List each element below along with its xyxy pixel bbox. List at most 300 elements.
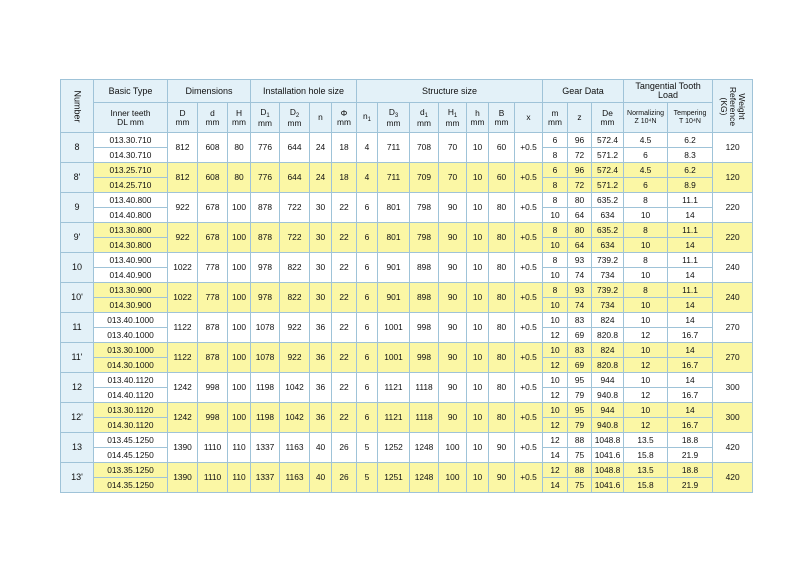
column-header-2 (228, 103, 251, 133)
value-h: 100 (228, 373, 251, 403)
dimensions-header: Dimensions (168, 80, 251, 103)
value-h: 10 (467, 133, 489, 163)
tip-diameter-de: 571.2 (592, 148, 624, 163)
value-d3: 711 (378, 163, 410, 193)
teeth-z: 95 (568, 373, 592, 388)
column-subscript: 3 (394, 112, 399, 119)
weight-value: 300 (713, 403, 753, 433)
module-m: 8 (543, 178, 568, 193)
column-symbol-text: n (318, 112, 323, 122)
value-d1: 776 (251, 133, 280, 163)
value-h: 100 (228, 223, 251, 253)
weight-value: 220 (713, 223, 753, 253)
teeth-z: 75 (568, 478, 592, 493)
tip-diameter-de: 635.2 (592, 223, 624, 238)
teeth-z: 96 (568, 163, 592, 178)
column-symbol (378, 108, 409, 119)
value-d2: 1042 (280, 403, 310, 433)
value-h1: 90 (439, 253, 467, 283)
value-h: 100 (228, 253, 251, 283)
normalizing-load: 13.5 (624, 463, 668, 478)
weight-value: 420 (713, 433, 753, 463)
normalizing-load: 8 (624, 253, 668, 268)
column-header-4 (280, 103, 310, 133)
module-m: 12 (543, 358, 568, 373)
tip-diameter-de: 739.2 (592, 283, 624, 298)
value-d1: 798 (410, 223, 439, 253)
teeth-z: 79 (568, 418, 592, 433)
value-d: 678 (198, 193, 228, 223)
column-unit: mm (600, 116, 615, 127)
value-n: 30 (310, 223, 332, 253)
value-n1: 5 (357, 433, 378, 463)
column-unit: mm (337, 116, 351, 127)
tip-diameter-de: 634 (592, 208, 624, 223)
value-d3: 1251 (378, 463, 410, 493)
normalizing-load: 12 (624, 418, 668, 433)
tip-diameter-de: 634 (592, 238, 624, 253)
value-h1: 90 (439, 223, 467, 253)
weight-value: 300 (713, 373, 753, 403)
value-d1: 1337 (251, 433, 280, 463)
value-h1: 100 (439, 433, 467, 463)
type-code: 014.45.1250 (94, 448, 168, 463)
value-x: +0.5 (515, 403, 543, 433)
tip-diameter-de: 734 (592, 268, 624, 283)
column-subscript: 1 (424, 112, 429, 119)
column-symbol-text: m (551, 107, 559, 118)
column-symbol-text: d (210, 107, 215, 118)
tempering-load: 14 (668, 403, 713, 418)
value-b: 60 (489, 163, 515, 193)
normalizing-load: 6 (624, 178, 668, 193)
type-code: 013.30.900 (94, 283, 168, 298)
value-d2: 922 (280, 313, 310, 343)
spec-table-container (60, 79, 753, 493)
type-code: 013.40.1000 (94, 328, 168, 343)
value-b: 80 (489, 343, 515, 373)
teeth-z: 74 (568, 298, 592, 313)
tangential-load-header (624, 80, 713, 103)
column-symbol-text: De (602, 107, 613, 118)
model-number: 12' (61, 403, 94, 433)
column-unit: mm (386, 117, 401, 128)
value-h: 100 (228, 313, 251, 343)
value-b: 80 (489, 223, 515, 253)
module-m: 12 (543, 463, 568, 478)
value-x: +0.5 (515, 283, 543, 313)
column-subscript: 1 (453, 112, 458, 119)
tip-diameter-de: 1041.6 (592, 448, 624, 463)
value-d2: 922 (280, 343, 310, 373)
column-symbol (439, 108, 466, 119)
value-phi: 26 (332, 433, 357, 463)
column-symbol (310, 113, 331, 122)
column-symbol-text: H (447, 106, 454, 117)
value-d2: 644 (280, 133, 310, 163)
column-symbol-text: D (388, 106, 395, 117)
value-n1: 6 (357, 373, 378, 403)
type-code: 013.40.1000 (94, 313, 168, 328)
value-phi: 22 (332, 313, 357, 343)
value-n1: 6 (357, 313, 378, 343)
table-row (61, 373, 753, 388)
value-d1: 878 (251, 223, 280, 253)
type-code: 013.30.1000 (94, 343, 168, 358)
module-m: 10 (543, 298, 568, 313)
column-symbol (410, 108, 438, 119)
value-h: 100 (228, 283, 251, 313)
normalizing-load: 12 (624, 328, 668, 343)
value-n1: 6 (357, 193, 378, 223)
tempering-line-1: Tempering (673, 109, 707, 117)
value-h: 10 (467, 253, 489, 283)
teeth-z: 64 (568, 208, 592, 223)
value-x: +0.5 (515, 433, 543, 463)
inner-teeth-label: Inner teeth (110, 107, 151, 118)
column-unit: mm (232, 116, 246, 127)
tip-diameter-de: 940.8 (592, 388, 624, 403)
tip-diameter-de: 1048.8 (592, 463, 624, 478)
value-phi: 22 (332, 283, 357, 313)
value-n1: 4 (357, 163, 378, 193)
value-d1: 898 (410, 283, 439, 313)
tempering-load: 16.7 (668, 358, 713, 373)
module-m: 8 (543, 283, 568, 298)
type-code: 013.25.710 (94, 163, 168, 178)
value-phi: 22 (332, 223, 357, 253)
weight-value: 420 (713, 463, 753, 493)
value-d1: 709 (410, 163, 439, 193)
column-header-11 (467, 103, 489, 133)
value-d1: 1248 (410, 433, 439, 463)
weight-value: 240 (713, 253, 753, 283)
column-header-5 (310, 103, 332, 133)
value-h1: 90 (439, 343, 467, 373)
value-x: +0.5 (515, 163, 543, 193)
value-d3: 801 (378, 223, 410, 253)
value-n1: 4 (357, 133, 378, 163)
value-d: 1110 (198, 433, 228, 463)
tempering-load: 18.8 (668, 433, 713, 448)
column-symbol-text: d (420, 106, 425, 117)
tempering-load: 14 (668, 268, 713, 283)
type-code: 014.30.1120 (94, 418, 168, 433)
tempering-line-2: T 10⁴N (679, 117, 701, 125)
normalizing-load: 4.5 (624, 133, 668, 148)
column-symbol-text: H (235, 107, 243, 118)
type-code: 013.30.710 (94, 133, 168, 148)
column-header-1 (198, 103, 228, 133)
column-header-8 (378, 103, 410, 133)
value-d2: 722 (280, 223, 310, 253)
dl-mm-label: DL mm (117, 116, 144, 127)
tip-diameter-de: 734 (592, 298, 624, 313)
type-code: 014.25.710 (94, 178, 168, 193)
value-n: 30 (310, 283, 332, 313)
value-phi: 18 (332, 133, 357, 163)
weight-line-3: (KG) (719, 97, 730, 115)
value-h: 110 (228, 463, 251, 493)
value-d3: 1252 (378, 433, 410, 463)
slewing-ring-spec-table (60, 79, 753, 493)
module-m: 10 (543, 403, 568, 418)
teeth-z: 72 (568, 178, 592, 193)
value-d: 812 (168, 133, 198, 163)
model-number: 12 (61, 373, 94, 403)
value-h: 10 (467, 373, 489, 403)
module-m: 10 (543, 208, 568, 223)
model-number: 9 (61, 193, 94, 223)
value-d: 922 (168, 223, 198, 253)
model-number: 9' (61, 223, 94, 253)
value-d: 878 (198, 343, 228, 373)
tempering-load: 14 (668, 238, 713, 253)
tempering-load: 6.2 (668, 133, 713, 148)
value-n1: 6 (357, 283, 378, 313)
tip-diameter-de: 1048.8 (592, 433, 624, 448)
value-h1: 100 (439, 463, 467, 493)
value-h1: 90 (439, 193, 467, 223)
weight-value: 220 (713, 193, 753, 223)
type-code: 014.30.1000 (94, 358, 168, 373)
normalizing-load: 4.5 (624, 163, 668, 178)
tip-diameter-de: 824 (592, 343, 624, 358)
tip-diameter-de: 635.2 (592, 193, 624, 208)
value-d2: 644 (280, 163, 310, 193)
module-m: 12 (543, 328, 568, 343)
tip-diameter-de: 820.8 (592, 328, 624, 343)
module-m: 8 (543, 253, 568, 268)
module-m: 6 (543, 133, 568, 148)
tempering-load: 11.1 (668, 283, 713, 298)
teeth-z: 95 (568, 403, 592, 418)
table-row (61, 313, 753, 328)
value-phi: 22 (332, 193, 357, 223)
model-number: 13' (61, 463, 94, 493)
value-d1: 1198 (251, 373, 280, 403)
normalizing-load: 6 (624, 148, 668, 163)
teeth-z: 79 (568, 388, 592, 403)
column-unit: mm (258, 117, 272, 128)
value-d2: 722 (280, 193, 310, 223)
table-row (61, 403, 753, 418)
column-header-3 (251, 103, 280, 133)
tempering-load: 14 (668, 298, 713, 313)
type-code: 014.40.800 (94, 208, 168, 223)
value-d1: 1078 (251, 343, 280, 373)
module-m: 14 (543, 478, 568, 493)
value-d: 1122 (168, 313, 198, 343)
value-h: 100 (228, 343, 251, 373)
value-d: 1390 (168, 433, 198, 463)
column-symbol-text: D (179, 107, 186, 118)
column-header-6 (332, 103, 357, 133)
value-d2: 822 (280, 253, 310, 283)
tempering-load: 14 (668, 313, 713, 328)
value-d: 998 (198, 373, 228, 403)
module-m: 8 (543, 193, 568, 208)
value-d1: 1078 (251, 313, 280, 343)
value-x: +0.5 (515, 463, 543, 493)
value-d: 1242 (168, 373, 198, 403)
value-h: 100 (228, 193, 251, 223)
normalizing-load: 10 (624, 313, 668, 328)
value-d: 778 (198, 283, 228, 313)
gear-data-header: Gear Data (543, 80, 624, 103)
value-d1: 1118 (410, 373, 439, 403)
value-h1: 90 (439, 403, 467, 433)
tip-diameter-de: 944 (592, 403, 624, 418)
column-symbol (357, 112, 377, 123)
normalizing-load: 10 (624, 238, 668, 253)
value-d: 922 (168, 193, 198, 223)
value-d3: 1121 (378, 403, 410, 433)
value-h1: 70 (439, 133, 467, 163)
tempering-load: 14 (668, 208, 713, 223)
value-d1: 998 (410, 343, 439, 373)
model-number: 8 (61, 133, 94, 163)
value-d1: 1118 (410, 403, 439, 433)
tempering-load: 14 (668, 373, 713, 388)
value-n: 36 (310, 343, 332, 373)
module-m: 12 (543, 433, 568, 448)
normalizing-load: 8 (624, 193, 668, 208)
normalizing-load: 10 (624, 208, 668, 223)
value-h: 10 (467, 463, 489, 493)
value-b: 80 (489, 373, 515, 403)
value-d3: 901 (378, 283, 410, 313)
model-number: 11 (61, 313, 94, 343)
module-m: 10 (543, 373, 568, 388)
value-phi: 22 (332, 373, 357, 403)
value-d1: 898 (410, 253, 439, 283)
module-m: 12 (543, 388, 568, 403)
module-m: 10 (543, 343, 568, 358)
number-header: Number (61, 80, 94, 133)
value-d2: 1163 (280, 463, 310, 493)
column-header-13 (515, 103, 543, 133)
value-d: 812 (168, 163, 198, 193)
value-b: 80 (489, 283, 515, 313)
normalizing-load: 15.8 (624, 448, 668, 463)
normalizing-load: 10 (624, 268, 668, 283)
weight-header (713, 80, 753, 133)
column-header-10 (439, 103, 467, 133)
value-d1: 878 (251, 193, 280, 223)
value-phi: 18 (332, 163, 357, 193)
tangential-line-2: Load (658, 90, 679, 100)
value-d1: 1337 (251, 463, 280, 493)
teeth-z: 96 (568, 133, 592, 148)
module-m: 8 (543, 223, 568, 238)
teeth-z: 88 (568, 433, 592, 448)
structure-header: Structure size (357, 80, 543, 103)
value-n1: 6 (357, 223, 378, 253)
column-symbol-text: Φ (340, 107, 348, 118)
value-n: 40 (310, 463, 332, 493)
column-symbol (568, 113, 591, 122)
module-m: 10 (543, 313, 568, 328)
value-phi: 22 (332, 253, 357, 283)
value-x: +0.5 (515, 223, 543, 253)
value-d1: 978 (251, 253, 280, 283)
value-x: +0.5 (515, 253, 543, 283)
type-code: 013.30.1120 (94, 403, 168, 418)
value-d: 1022 (168, 283, 198, 313)
teeth-z: 93 (568, 283, 592, 298)
value-b: 80 (489, 403, 515, 433)
value-n1: 6 (357, 403, 378, 433)
value-h: 80 (228, 133, 251, 163)
column-symbol-text: x (526, 112, 531, 122)
type-code: 013.30.800 (94, 223, 168, 238)
column-unit: mm (175, 116, 190, 127)
value-phi: 26 (332, 463, 357, 493)
table-header (61, 80, 753, 133)
normalizing-load: 10 (624, 373, 668, 388)
value-d1: 708 (410, 133, 439, 163)
inner-teeth-header (94, 103, 168, 133)
table-row (61, 433, 753, 448)
value-x: +0.5 (515, 373, 543, 403)
column-symbol-text: D (289, 106, 296, 117)
value-h: 10 (467, 223, 489, 253)
table-row (61, 343, 753, 358)
value-d3: 1001 (378, 343, 410, 373)
value-d3: 901 (378, 253, 410, 283)
value-n: 24 (310, 133, 332, 163)
column-subscript: 2 (295, 112, 300, 119)
tempering-load: 6.2 (668, 163, 713, 178)
type-code: 014.40.1120 (94, 388, 168, 403)
column-header-7 (357, 103, 378, 133)
normalizing-line-1: Normalizing (627, 109, 664, 117)
tip-diameter-de: 572.4 (592, 163, 624, 178)
column-header-12 (489, 103, 515, 133)
column-subscript: 1 (367, 117, 372, 123)
table-row (61, 223, 753, 238)
column-symbol-text: B (498, 107, 505, 118)
tip-diameter-de: 940.8 (592, 418, 624, 433)
value-d1: 998 (410, 313, 439, 343)
value-b: 80 (489, 253, 515, 283)
teeth-z: 80 (568, 193, 592, 208)
weight-line-2: Reference (728, 86, 739, 126)
type-code: 013.35.1250 (94, 463, 168, 478)
teeth-z: 83 (568, 343, 592, 358)
column-symbol-text: z (577, 112, 582, 122)
column-symbol-text: n (363, 111, 368, 121)
value-phi: 22 (332, 343, 357, 373)
value-d2: 822 (280, 283, 310, 313)
normalizing-load: 10 (624, 343, 668, 358)
type-code: 014.30.900 (94, 298, 168, 313)
type-code: 014.30.710 (94, 148, 168, 163)
teeth-z: 69 (568, 328, 592, 343)
value-h: 80 (228, 163, 251, 193)
value-d: 608 (198, 163, 228, 193)
value-d1: 776 (251, 163, 280, 193)
value-d2: 1042 (280, 373, 310, 403)
column-unit: mm (205, 116, 220, 127)
column-header-16 (592, 103, 624, 133)
value-h: 10 (467, 403, 489, 433)
column-header-15 (568, 103, 592, 133)
normalizing-load: 10 (624, 298, 668, 313)
column-subscript: 1 (266, 112, 270, 119)
value-n1: 5 (357, 463, 378, 493)
